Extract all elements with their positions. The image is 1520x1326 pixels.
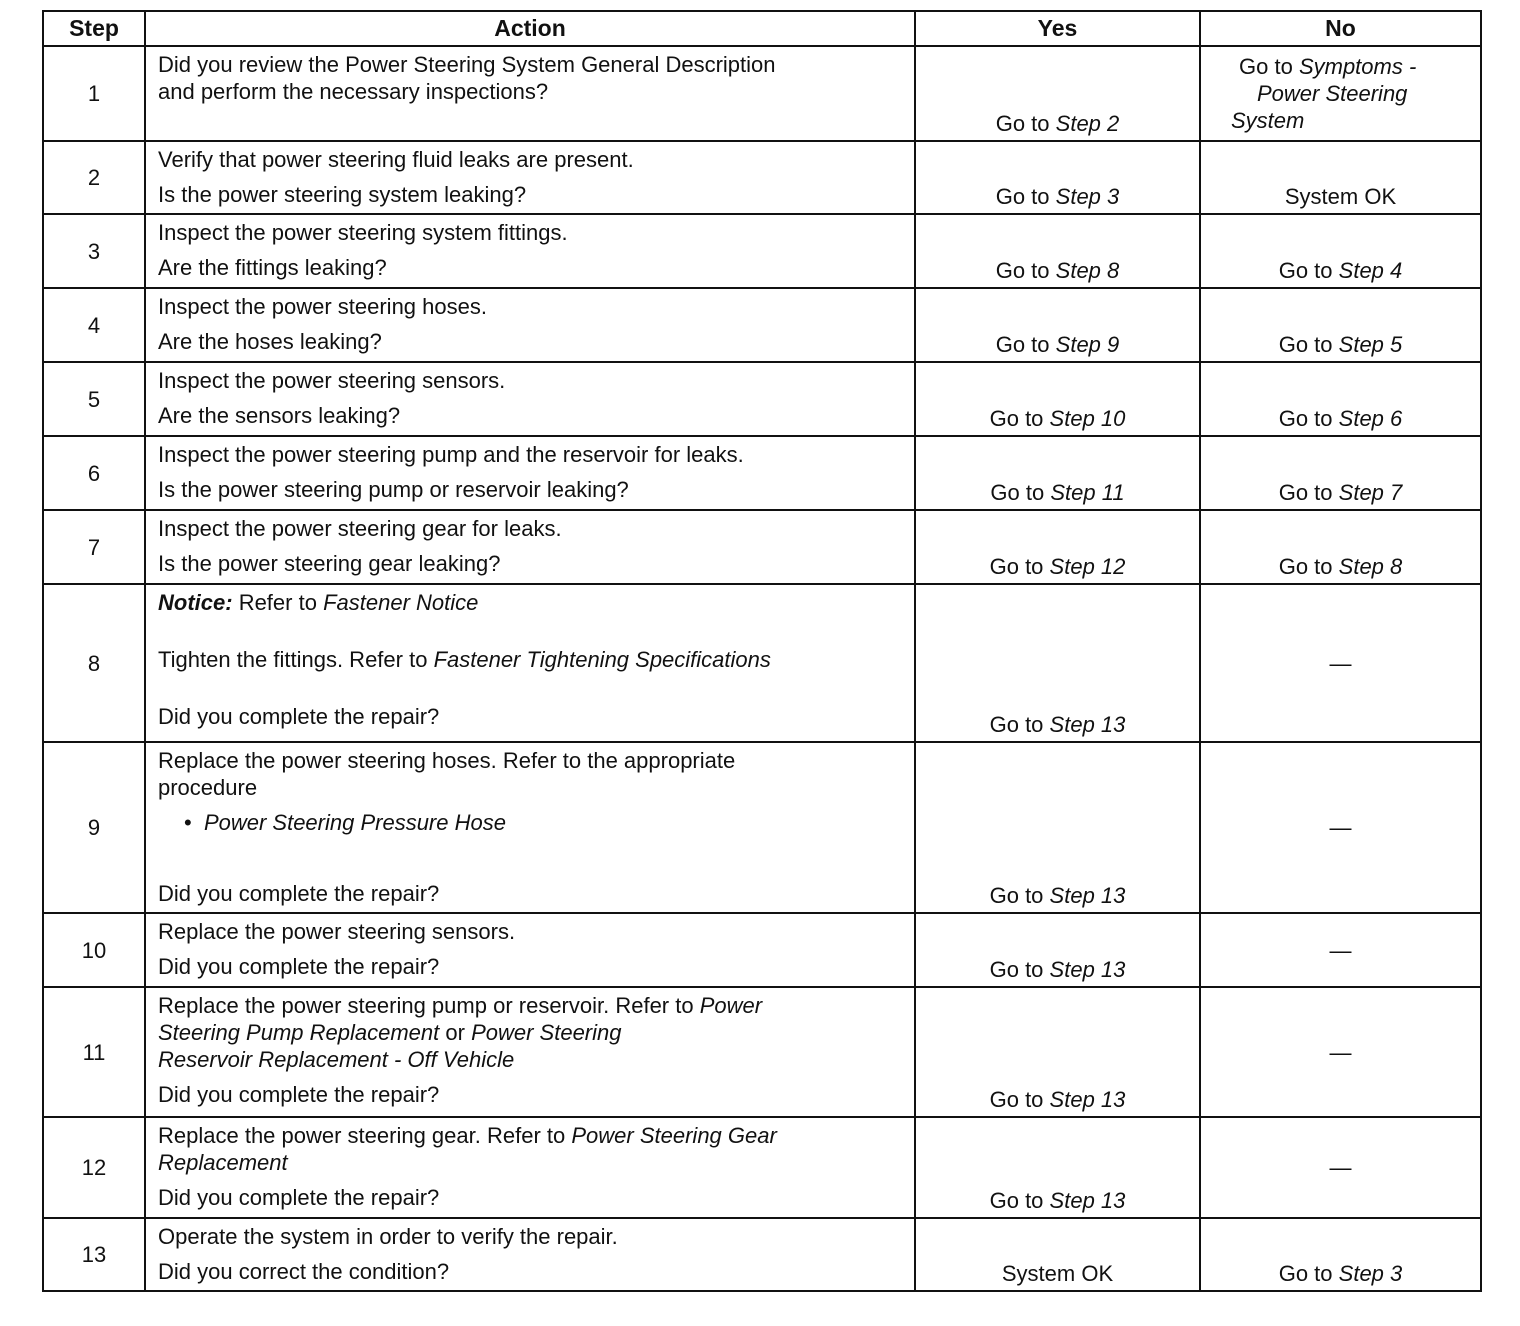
- step-number: 4: [43, 288, 145, 362]
- yes-cell: Go to Step 9: [915, 288, 1200, 362]
- action-question: Did you complete the repair?: [158, 704, 440, 729]
- notice-text: Notice: Refer to Fastener Notice: [158, 590, 479, 615]
- action-text: and perform the necessary inspections?: [158, 79, 549, 104]
- action-cell: [145, 1117, 915, 1218]
- action-question: Is the power steering gear leaking?: [158, 551, 501, 576]
- table-row: [43, 214, 1481, 288]
- yes-cell: Go to Step 13: [915, 913, 1200, 987]
- step-link[interactable]: Step 4: [1338, 258, 1403, 283]
- action-cell: [145, 1218, 915, 1291]
- gear-replacement-link[interactable]: Replacement: [158, 1150, 288, 1175]
- action-question: Are the sensors leaking?: [158, 403, 401, 428]
- step-number: 5: [43, 362, 145, 436]
- step-number: 2: [43, 141, 145, 214]
- no-cell: Go to Step 3: [1200, 1218, 1481, 1291]
- no-cell: —: [1200, 742, 1481, 913]
- no-cell: Go to Step 4: [1200, 214, 1481, 288]
- action-text: Replace the power steering gear. Refer to Power Steering Gear: [158, 1123, 777, 1148]
- step-link[interactable]: Step 7: [1338, 480, 1403, 505]
- action-cell: [145, 436, 915, 510]
- action-cell: [145, 288, 915, 362]
- header-no: No: [1200, 11, 1481, 46]
- action-cell: [145, 510, 915, 584]
- action-cell: [145, 214, 915, 288]
- yes-cell: Go to Step 13: [915, 742, 1200, 913]
- pump-replacement-link[interactable]: Power: [699, 993, 763, 1018]
- no-cell: Go to Step 6: [1200, 362, 1481, 436]
- step-link[interactable]: Step 9: [1055, 332, 1120, 357]
- reservoir-replacement-link[interactable]: Reservoir Replacement - Off Vehicle: [158, 1047, 515, 1072]
- fastener-notice-link[interactable]: Fastener Notice: [323, 590, 479, 615]
- action-question: Is the power steering pump or reservoir leaking?: [158, 477, 629, 502]
- table-row: [43, 1218, 1481, 1291]
- action-question: Are the fittings leaking?: [158, 255, 387, 280]
- action-cell: [145, 141, 915, 214]
- action-cell: [145, 742, 915, 913]
- yes-cell: System OK: [915, 1218, 1200, 1291]
- yes-cell: Go to Step 8: [915, 214, 1200, 288]
- step-link[interactable]: Step 8: [1055, 258, 1120, 283]
- header-action: Action: [145, 11, 915, 46]
- no-cell: —: [1200, 1117, 1481, 1218]
- action-question: Are the hoses leaking?: [158, 329, 382, 354]
- action-text: Replace the power steering hoses. Refer to the appropriate: [158, 748, 736, 773]
- table-row: [43, 584, 1481, 742]
- step-link[interactable]: Step 5: [1338, 332, 1403, 357]
- yes-cell: Go to Step 3: [915, 141, 1200, 214]
- step-link[interactable]: Step 13: [1049, 883, 1126, 908]
- no-cell: Go to Step 8: [1200, 510, 1481, 584]
- action-text: Replace the power steering pump or reservoir. Refer to Power: [158, 993, 763, 1018]
- table-row: [43, 987, 1481, 1117]
- action-question: Did you correct the condition?: [158, 1259, 450, 1284]
- action-text: Inspect the power steering sensors.: [158, 368, 506, 393]
- action-text: Inspect the power steering system fittings.: [158, 220, 568, 245]
- yes-cell: Go to Step 13: [915, 1117, 1200, 1218]
- no-cell: Go to Step 5: [1200, 288, 1481, 362]
- action-cell: [145, 913, 915, 987]
- step-number: 6: [43, 436, 145, 510]
- action-question: Is the power steering system leaking?: [158, 182, 527, 207]
- no-cell: System OK: [1200, 141, 1481, 214]
- no-cell: —: [1200, 987, 1481, 1117]
- action-text: procedure: [158, 775, 258, 800]
- step-link[interactable]: Step 3: [1055, 184, 1120, 209]
- step-link[interactable]: Step 10: [1049, 406, 1126, 431]
- action-text: Replace the power steering sensors.: [158, 919, 516, 944]
- notice-label: Notice:: [158, 590, 233, 615]
- step-link[interactable]: Step 13: [1049, 957, 1126, 982]
- step-link[interactable]: Step 12: [1049, 554, 1126, 579]
- step-link[interactable]: Step 11: [1050, 480, 1125, 505]
- header-step: Step: [43, 11, 145, 46]
- action-text: Tighten the fittings. Refer to Fastener Tightening Specifications: [158, 647, 771, 672]
- action-question: Did you complete the repair?: [158, 881, 440, 906]
- yes-cell: Go to Step 12: [915, 510, 1200, 584]
- procedure-bullet: • Power Steering Pressure Hose: [184, 810, 506, 835]
- action-text: Verify that power steering fluid leaks are present.: [158, 147, 634, 172]
- table-row: [43, 288, 1481, 362]
- fastener-spec-link[interactable]: Fastener Tightening Specifications: [433, 647, 771, 672]
- step-link[interactable]: Step 13: [1049, 1087, 1126, 1112]
- step-number: 1: [43, 46, 145, 141]
- action-cell: [145, 46, 915, 141]
- action-text: Inspect the power steering pump and the reservoir for leaks.: [158, 442, 744, 467]
- pressure-hose-link[interactable]: Power Steering Pressure Hose: [203, 810, 506, 835]
- table-row: [43, 46, 1481, 141]
- yes-cell: Go to Step 2: [915, 46, 1200, 141]
- action-cell: [145, 584, 915, 742]
- table-row: [43, 1117, 1481, 1218]
- symptoms-link[interactable]: Power Steering: [1257, 81, 1408, 106]
- no-cell: Go to Step 7: [1200, 436, 1481, 510]
- action-cell: [145, 362, 915, 436]
- no-cell: —: [1200, 584, 1481, 742]
- symptoms-link[interactable]: Symptoms -: [1298, 54, 1417, 79]
- action-question: Did you complete the repair?: [158, 954, 440, 979]
- table-row: [43, 742, 1481, 913]
- no-cell: Go to Symptoms - Power Steering System: [1200, 46, 1481, 141]
- step-number: 3: [43, 214, 145, 288]
- yes-cell: Go to Step 10: [915, 362, 1200, 436]
- action-text: Operate the system in order to verify the repair.: [158, 1224, 618, 1249]
- step-link[interactable]: Step 13: [1049, 1188, 1126, 1213]
- action-text: Steering Pump Replacement or Power Steering: [158, 1020, 622, 1045]
- pump-replacement-link[interactable]: Steering Pump Replacement: [158, 1020, 440, 1045]
- step-link[interactable]: Step 3: [1338, 1261, 1403, 1286]
- reservoir-replacement-link[interactable]: Power Steering: [471, 1020, 622, 1045]
- table-row: [43, 436, 1481, 510]
- yes-cell: Go to Step 13: [915, 584, 1200, 742]
- action-question: Did you complete the repair?: [158, 1185, 440, 1210]
- step-number: 10: [43, 913, 145, 987]
- action-question: Did you complete the repair?: [158, 1082, 440, 1107]
- action-text: Inspect the power steering hoses.: [158, 294, 487, 319]
- step-link[interactable]: Step 13: [1049, 712, 1126, 737]
- symptoms-link[interactable]: System: [1231, 108, 1305, 133]
- header-row: [43, 11, 1481, 46]
- header-yes: Yes: [915, 11, 1200, 46]
- action-text: [158, 1149, 906, 1176]
- action-text: Did you review the Power Steering System General Description: [158, 52, 776, 77]
- step-link[interactable]: Step 8: [1338, 554, 1403, 579]
- yes-cell: Go to Step 13: [915, 987, 1200, 1117]
- gear-replacement-link[interactable]: Power Steering Gear: [571, 1123, 777, 1148]
- diagnostic-table: [42, 10, 1482, 1292]
- yes-cell: Go to Step 11: [915, 436, 1200, 510]
- step-number: 11: [43, 987, 145, 1117]
- step-link[interactable]: Step 6: [1338, 406, 1403, 431]
- action-text: [158, 1046, 906, 1073]
- step-link[interactable]: Step 2: [1055, 111, 1120, 136]
- table-row: [43, 362, 1481, 436]
- table-row: [43, 913, 1481, 987]
- step-number: 12: [43, 1117, 145, 1218]
- step-number: 7: [43, 510, 145, 584]
- step-number: 13: [43, 1218, 145, 1291]
- step-number: 9: [43, 742, 145, 913]
- table-row: [43, 510, 1481, 584]
- action-cell: [145, 987, 915, 1117]
- no-cell: —: [1200, 913, 1481, 987]
- table-row: [43, 141, 1481, 214]
- step-number: 8: [43, 584, 145, 742]
- action-text: Inspect the power steering gear for leaks.: [158, 516, 562, 541]
